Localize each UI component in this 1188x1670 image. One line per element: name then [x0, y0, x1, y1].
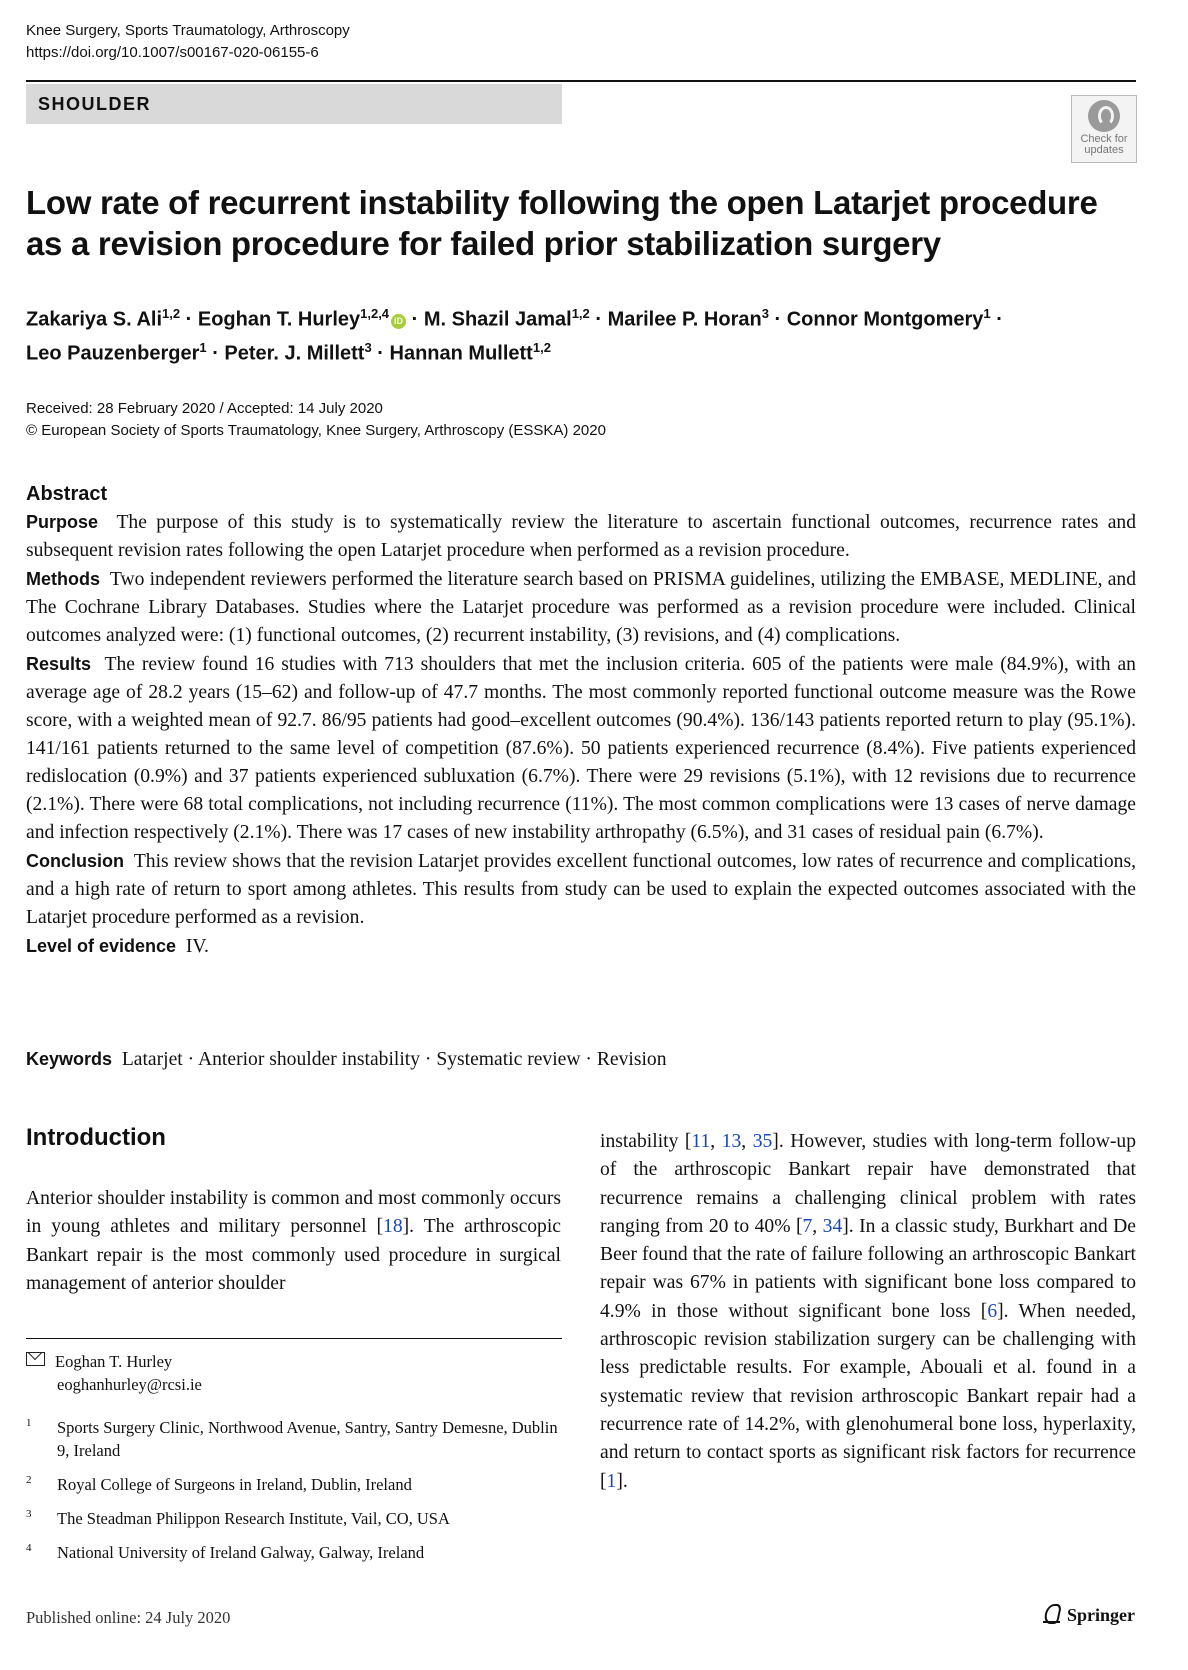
envelope-icon	[26, 1352, 45, 1366]
journal-name: Knee Surgery, Sports Traumatology, Arthroscopy	[26, 22, 350, 39]
citation-link[interactable]: 35	[752, 1131, 773, 1152]
publisher-logo	[1043, 1604, 1135, 1626]
keywords	[26, 1045, 667, 1074]
springer-horse-icon	[1043, 1604, 1061, 1624]
abstract	[26, 480, 1136, 961]
citation-link[interactable]: 34	[822, 1215, 843, 1237]
publisher-name: Springer	[1067, 1605, 1136, 1625]
published-date: Published online: 24 July 2020	[26, 1608, 231, 1627]
footnote-rule	[26, 1338, 562, 1339]
introduction-heading: Introduction	[26, 1124, 166, 1151]
author-name[interactable]: Marilee P. Horan	[607, 308, 762, 331]
check-updates-text: Check for updates	[1080, 133, 1128, 156]
title-line-2: as a revision procedure for failed prior stabilization surgery	[26, 225, 941, 262]
article-dates	[26, 398, 606, 442]
citation-link[interactable]: 6	[987, 1300, 998, 1322]
article-title	[26, 182, 1116, 264]
section-label: SHOULDER	[38, 94, 152, 114]
orcid-icon[interactable]: iD	[391, 314, 406, 329]
corresponding-email[interactable]: eoghanhurley@rcsi.ie	[57, 1375, 202, 1394]
abstract-level: Level of evidence IV.	[26, 936, 209, 957]
author-name[interactable]: M. Shazil Jamal	[423, 308, 572, 331]
abstract-heading: Abstract	[26, 483, 108, 505]
abstract-purpose: Purpose The purpose of this study is to systematically review the literature to ascertain functional outcomes, recurrence rates and subsequent revision rates following the open Latarjet procedure when performed as a revision procedure.	[26, 512, 1136, 561]
section-bar	[26, 84, 562, 124]
copyright: © European Society of Sports Traumatology, Knee Surgery, Arthroscopy (ESSKA) 2020	[26, 422, 606, 439]
keywords-text: Latarjet · Anterior shoulder instability · Systematic review · Revision	[121, 1049, 667, 1070]
affiliations	[26, 1416, 562, 1575]
abstract-results: Results The review found 16 studies with 713 shoulders that met the inclusion criteria. 605 of the patients were male (84.9%), with an average age of 28.2 years (15–62) and follow-up of 47.7 months. The most commonly reported functional outcome measure was the Rowe score, with a weighted mean of 92.7. 86/95 patients had good–excellent outcomes (90.4%). 136/143 patients reported return to play (95.1%). 141/161 patients returned to the same level of competition (87.6%). 50 patients experienced recurrence (8.4%). Five patients experienced redislocation (0.9%) and 37 patients experienced subluxation (6.7%). There were 29 revisions (5.1%), with 12 revisions due to recurrence (2.1%). There were 68 total complications, not including recurrence (11%). The most common complications were 13 cases of nerve damage and infection respectively (2.1%). There was 17 cases of new instability arthropathy (6.5%), and 31 cases of residual pain (6.7%).	[26, 654, 1136, 843]
header-rule	[26, 80, 1136, 82]
author-name[interactable]: Eoghan T. Hurley	[197, 308, 361, 331]
citation-link[interactable]: 1	[606, 1470, 617, 1492]
correspondence	[26, 1350, 202, 1396]
author-list	[26, 300, 1126, 367]
citation-link[interactable]: 7	[802, 1215, 813, 1237]
abstract-conclusion: Conclusion This review shows that the revision Latarjet provides excellent functional outcomes, low rates of recurrence and complications, and a high rate of return to sport among athletes. This results from study can be used to explain the expected outcomes associated with the Latarjet procedure performed as a revision.	[26, 851, 1136, 928]
introduction-left-column: Anterior shoulder instability is common and most commonly occurs in young athletes and military personnel [18]. The arthroscopic Bankart repair is the most commonly used procedure in surgical management of anterior shoulder	[26, 1188, 561, 1294]
received-accepted: Received: 28 February 2020 / Accepted: 14 July 2020	[26, 400, 383, 417]
journal-header	[26, 20, 350, 64]
citation-link[interactable]: 18	[383, 1216, 403, 1238]
affiliation-item: 4 National University of Ireland Galway, Galway, Ireland	[26, 1542, 425, 1562]
citation-link[interactable]: 11	[691, 1131, 711, 1152]
affiliation-item: 2 Royal College of Surgeons in Ireland, Dublin, Ireland	[26, 1474, 412, 1494]
abstract-methods: Methods Two independent reviewers performed the literature search based on PRISMA guidelines, utilizing the EMBASE, MEDLINE, and The Cochrane Library Databases. Studies where the Latarjet procedure was performed as a revision procedure were included. Clinical outcomes analyzed were: (1) functional outcomes, (2) recurrent instability, (3) revisions, and (4) complications.	[26, 569, 1136, 646]
title-line-1: Low rate of recurrent instability following the open Latarjet procedure	[26, 184, 1098, 221]
introduction-right-column: instability [11, 13, 35]. However, studies with long-term follow-up of the arthroscopic Bankart repair have demonstrated that recurrence remains a challenging clinical problem with rates ranging from 20 to 40% [7, 34]. In a classic study, Burkhart and De Beer found that the rate of failure following an arthroscopic Bankart repair was 67% in patients with significant bone loss compared to 4.9% in those without significant bone loss [6]. When needed, arthroscopic revision stabilization surgery can be challenging with less predictable results. For example, Abouali et al. found in a systematic review that revision arthroscopic Bankart repair had a recurrence rate of 14.2%, with glenohumeral bone loss, hyperlaxity, and return to contact sports as significant risk factors for recurrence [1].	[600, 1131, 1136, 1492]
author-line-1: Zakariya S. Ali$^{1,2}$ · Eoghan T. Hurley$^{1,2,4}$ iD · M. Shazil Jamal$^{1,2}$ · Marilee P. Horan$^3$ · Connor Montgomery$^1$ ·	[26, 306, 1003, 331]
doi-link[interactable]: https://doi.org/10.1007/s00167-020-06155-6	[26, 44, 319, 61]
author-name[interactable]: Zakariya S. Ali	[26, 308, 162, 331]
check-for-updates-badge[interactable]	[1071, 95, 1137, 163]
author-name[interactable]: Connor Montgomery	[786, 308, 984, 331]
author-name[interactable]: Hannan Mullett	[389, 342, 533, 365]
author-name[interactable]: Leo Pauzenberger	[26, 342, 200, 365]
affiliation-item: 1 Sports Surgery Clinic, Northwood Avenue, Santry, Santry Demesne, Dublin 9, Ireland	[26, 1417, 558, 1460]
check-updates-icon	[1088, 100, 1120, 132]
keywords-label: Keywords	[26, 1049, 113, 1069]
author-line-2: Leo Pauzenberger$^1$ · Peter. J. Millett$^3$ · Hannan Mullett$^{1,2}$	[26, 339, 551, 365]
citation-link[interactable]: 13	[721, 1131, 742, 1152]
corresponding-author: Eoghan T. Hurley	[55, 1352, 173, 1371]
author-name[interactable]: Peter. J. Millett	[224, 342, 365, 365]
affiliation-item: 3 The Steadman Philippon Research Institute, Vail, CO, USA	[26, 1508, 450, 1528]
